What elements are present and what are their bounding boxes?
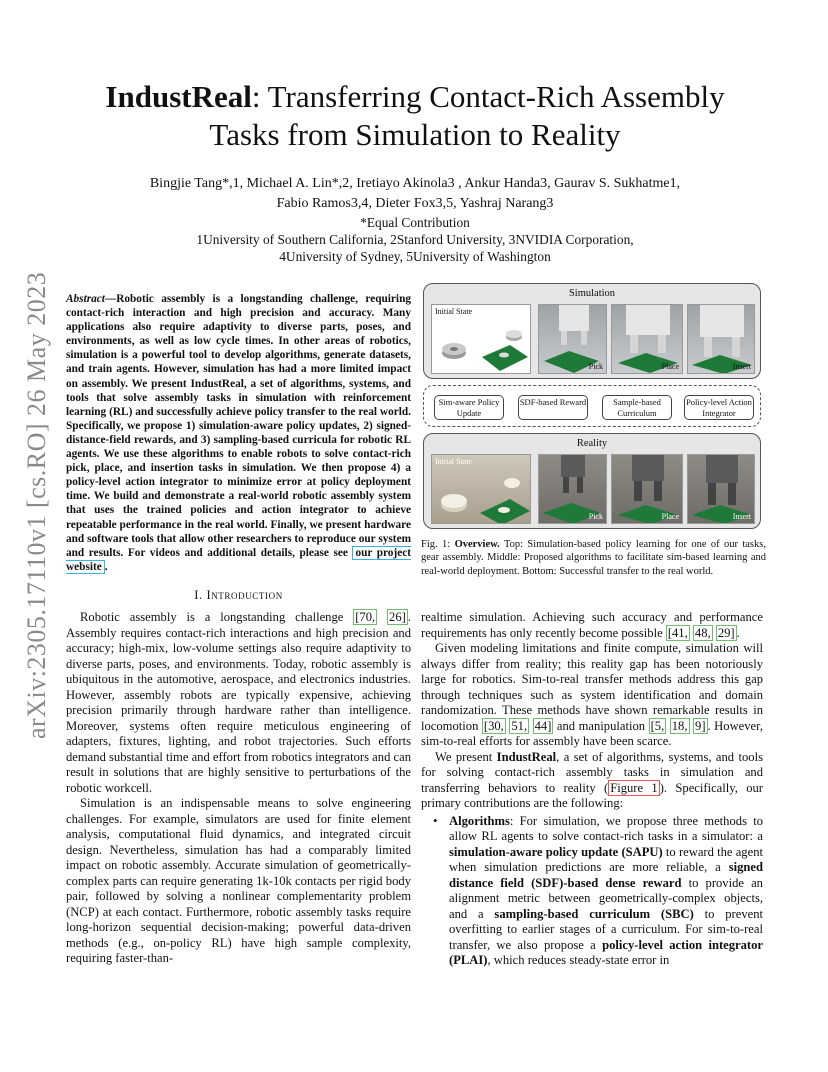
project-website-link[interactable]: our project website — [66, 546, 412, 573]
citation-link[interactable]: [70, — [355, 610, 376, 624]
sim-place-label: Place — [661, 362, 679, 371]
left-column-text — [66, 610, 411, 967]
citation-link[interactable]: 48, — [694, 625, 711, 640]
bullet-bold: simulation-aware policy update (SAPU) — [449, 844, 663, 859]
figure-1-caption — [421, 538, 766, 578]
bullet-text: , which reduces steady-state error in — [487, 953, 670, 967]
intro-paragraph-4 — [421, 641, 763, 750]
algo-sdf-based-reward: SDF-based Reward — [518, 395, 588, 420]
citation-link[interactable]: 51, — [511, 718, 528, 733]
citation-link[interactable]: 18, — [671, 718, 688, 733]
bullet-bold: sampling-based curriculum (SBC) — [494, 906, 694, 921]
real-initial-state-label: Initial State — [435, 457, 473, 466]
intro-paragraph-3 — [421, 610, 763, 641]
sim-insert-image — [687, 304, 755, 374]
industreal-bold: IndustReal — [496, 749, 557, 764]
intro-p1-text-b: . Assembly requires contact-rich interactions and high precision and accuracy; high-mix, low-volume settings also require adaptivity to diverse parts, poses, and environments. Today, robotic assembly is ubiquitous in the automotive, aerospace, and electronics industries. However, assembly robots are typically expensive, achieving precision primarily through hardware rather than intelligence. Moreover, systems often require meticulous engineering of adapters, fixtures, lighting, and robot trajectories. Such efforts demand substantial time and effort from robotics integrators and can result in solutions that are highly sensitive to perturbations of the robotic workcell. — [66, 610, 411, 795]
citation-link[interactable]: [5, — [650, 718, 665, 733]
sim-initial-state-label: Initial State — [435, 307, 473, 316]
figure-1-reference-link[interactable]: Figure 1 — [610, 780, 658, 795]
real-insert-image — [687, 454, 755, 524]
abstract-label: Abstract — [66, 293, 105, 305]
real-place-label: Place — [661, 512, 679, 521]
sim-initial-state-image — [431, 304, 531, 374]
affiliation-line-1: 1University of Southern California, 2Stanford University, 3NVIDIA Corporation, — [196, 232, 634, 247]
bullet-text: to prevent overfitting to earlier stages of a curriculum. For sim-to-real transfer, we also propose a — [449, 906, 763, 952]
reality-panel-title: Reality — [576, 438, 608, 449]
author-list — [70, 174, 760, 214]
citation-link[interactable]: 44] — [534, 718, 552, 733]
paper-title — [70, 78, 760, 154]
intro-p5-text-a: We present — [435, 749, 497, 764]
citation-link[interactable]: 9] — [695, 718, 706, 733]
author-line-2: Fabio Ramos3,4, Dieter Fox3,5, Yashraj Narang3 — [276, 196, 554, 211]
sim-pick-label: Pick — [588, 362, 603, 371]
intro-p3-text: realtime simulation. Achieving such accuracy and performance requirements has only recently become possible — [421, 610, 763, 640]
bullet-text: to provide an alignment metric between geometrically-complex objects, and a — [449, 875, 763, 921]
real-pick-label: Pick — [588, 512, 603, 521]
section-number: I. — [194, 588, 203, 602]
sim-pick-image — [538, 304, 607, 374]
bullet-text: : For simulation, we propose three methods to allow RL agents to solve contact-rich tasks in a simulator: a — [449, 813, 763, 843]
affiliation-line-2: 4University of Sydney, 5University of Washington — [279, 249, 551, 264]
abstract-body: —Robotic assembly is a longstanding challenge, requiring contact-rich interaction and high precision and accuracy. Many applications also require adaptivity to diverse parts, poses, and environments, as well as low cycle times. In other areas of robotics, simulation is a powerful tool to develop algorithms, generate datasets, and train agents. However, simulation has had a more limited impact on assembly. We present IndustReal, a set of algorithms, systems, and tools that solve assembly tasks in simulation with reinforcement learning (RL) and successfully achieve policy transfer to the real world. Specifically, we propose 1) simulation-aware policy updates, 2) signed-distance-field rewards, and 3) sampling-based curricula for robotic RL agents. We use these algorithms to enable robots to solve contact-rich pick, place, and insertion tasks in simulation. We then propose 4) a policy-level action integrator to minimize error at policy deployment time. We build and demonstrate a real-world robotic assembly system that uses the trained policies and action integrator to achieve repeatable performance in the real world. Finally, we present hardware and software tools that allow other researchers to reproduce our system and results. For videos and additional details, please see — [66, 293, 411, 559]
bullet-bold: signed distance field (SDF)-based dense reward — [449, 860, 763, 890]
author-line-1: Bingjie Tang*,1, Michael A. Lin*,2, Iretiayo Akinola3 , Ankur Handa3, Gaurav S. Sukhatme1, — [149, 176, 681, 191]
bullet-bold: policy-level action integrator (PLAI) — [449, 937, 763, 967]
intro-paragraph-2: Simulation is an indispensable means to solve engineering challenges. For example, simulators are used for finite element analysis, computational fluid dynamics, and integrated circuit design. Nevertheless, simulation has had a comparably limited impact on robotic assembly. Accurate simulation of geometrically-complex parts can require generating 1k-10k contacts per rigid body pair, followed by solving a nonlinear complementarity problem (NCP) at each contact. Furthermore, robotic assembly tasks require long-horizon sequential decision-making; powerful data-driven methods (e.g., on-policy RL) have high sample complexity, requiring faster-than- — [66, 796, 411, 965]
intro-p5-text-b: , a set of algorithms, systems, and tools for solving contact-rich assembly tasks in simulation and transferring behaviors to reality ( — [421, 749, 764, 795]
intro-p4-text-b: and manipulation — [553, 718, 649, 733]
sim-place-image — [611, 304, 683, 374]
section-heading-introduction — [66, 588, 411, 603]
algo-sample-based-curriculum: Sample-based Curriculum — [602, 395, 672, 420]
intro-paragraph-1 — [66, 610, 411, 796]
simulation-panel-title: Simulation — [568, 288, 616, 299]
intro-p4-text-c: . However, sim-to-real efforts for assembly have been scarce. — [421, 718, 763, 748]
citation-link[interactable]: 29] — [717, 625, 735, 640]
caption-bold: Overview. — [454, 539, 500, 550]
real-pick-image — [538, 454, 607, 524]
bullet-text: to reward the agent when simulation predictions are more reliable, a — [449, 844, 763, 874]
caption-label: Fig. 1: — [421, 539, 455, 550]
caption-text: Top: Simulation-based policy learning for one of our tasks, gear assembly. Middle: Proposed algorithms to facilitate sim-based learning and real-world deployment. Bottom: Successful transfer to the real world. — [421, 539, 766, 577]
intro-p1-text-a: Robotic assembly is a longstanding challenge — [80, 610, 354, 624]
citation-link[interactable]: [30, — [483, 718, 504, 733]
affiliations — [70, 214, 760, 265]
citation-link[interactable]: 26] — [389, 610, 406, 624]
algo-policy-level-action-integrator: Policy-level Action Integrator — [684, 395, 754, 420]
contributions-list — [421, 814, 763, 969]
title-bold-part: IndustReal — [105, 79, 252, 114]
intro-paragraph-5 — [421, 750, 763, 812]
reality-panel — [423, 433, 761, 529]
real-insert-label: Insert — [732, 512, 751, 521]
real-initial-state-image — [431, 454, 531, 524]
simulation-panel — [423, 283, 761, 379]
figure-1 — [421, 283, 763, 533]
citation-link[interactable]: [41, — [667, 625, 688, 640]
abstract — [66, 292, 411, 574]
algo-sim-aware-policy-update: Sim-aware Policy Update — [434, 395, 504, 420]
title-rest: : Transferring Contact-Rich Assembly Tasks from Simulation to Reality — [209, 79, 725, 152]
intro-p5-text-c: ). Specifically, our primary contributions are the following: — [421, 780, 763, 810]
equal-contribution-note: *Equal Contribution — [360, 215, 470, 230]
section-title: Introduction — [206, 588, 283, 602]
abstract-end: . — [104, 560, 108, 573]
intro-p3-end: . — [736, 625, 740, 640]
list-item — [421, 814, 763, 969]
intro-p4-text-a: Given modeling limitations and finite compute, simulation will always differ from reality; this reality gap has been notoriously large for robotics. Sim-to-real transfer methods address this gap through techniques such as system identification and domain randomization. These methods have shown remarkable results in locomotion — [421, 641, 763, 733]
title-block — [70, 78, 760, 265]
arxiv-identifier-stamp: arXiv:2305.17110v1 [cs.RO] 26 May 2023 — [22, 271, 51, 739]
real-place-image — [611, 454, 683, 524]
algorithms-panel — [423, 385, 761, 427]
sim-insert-label: Insert — [732, 362, 751, 371]
right-column-text — [421, 610, 763, 969]
bullet-heading: Algorithms — [449, 813, 510, 828]
